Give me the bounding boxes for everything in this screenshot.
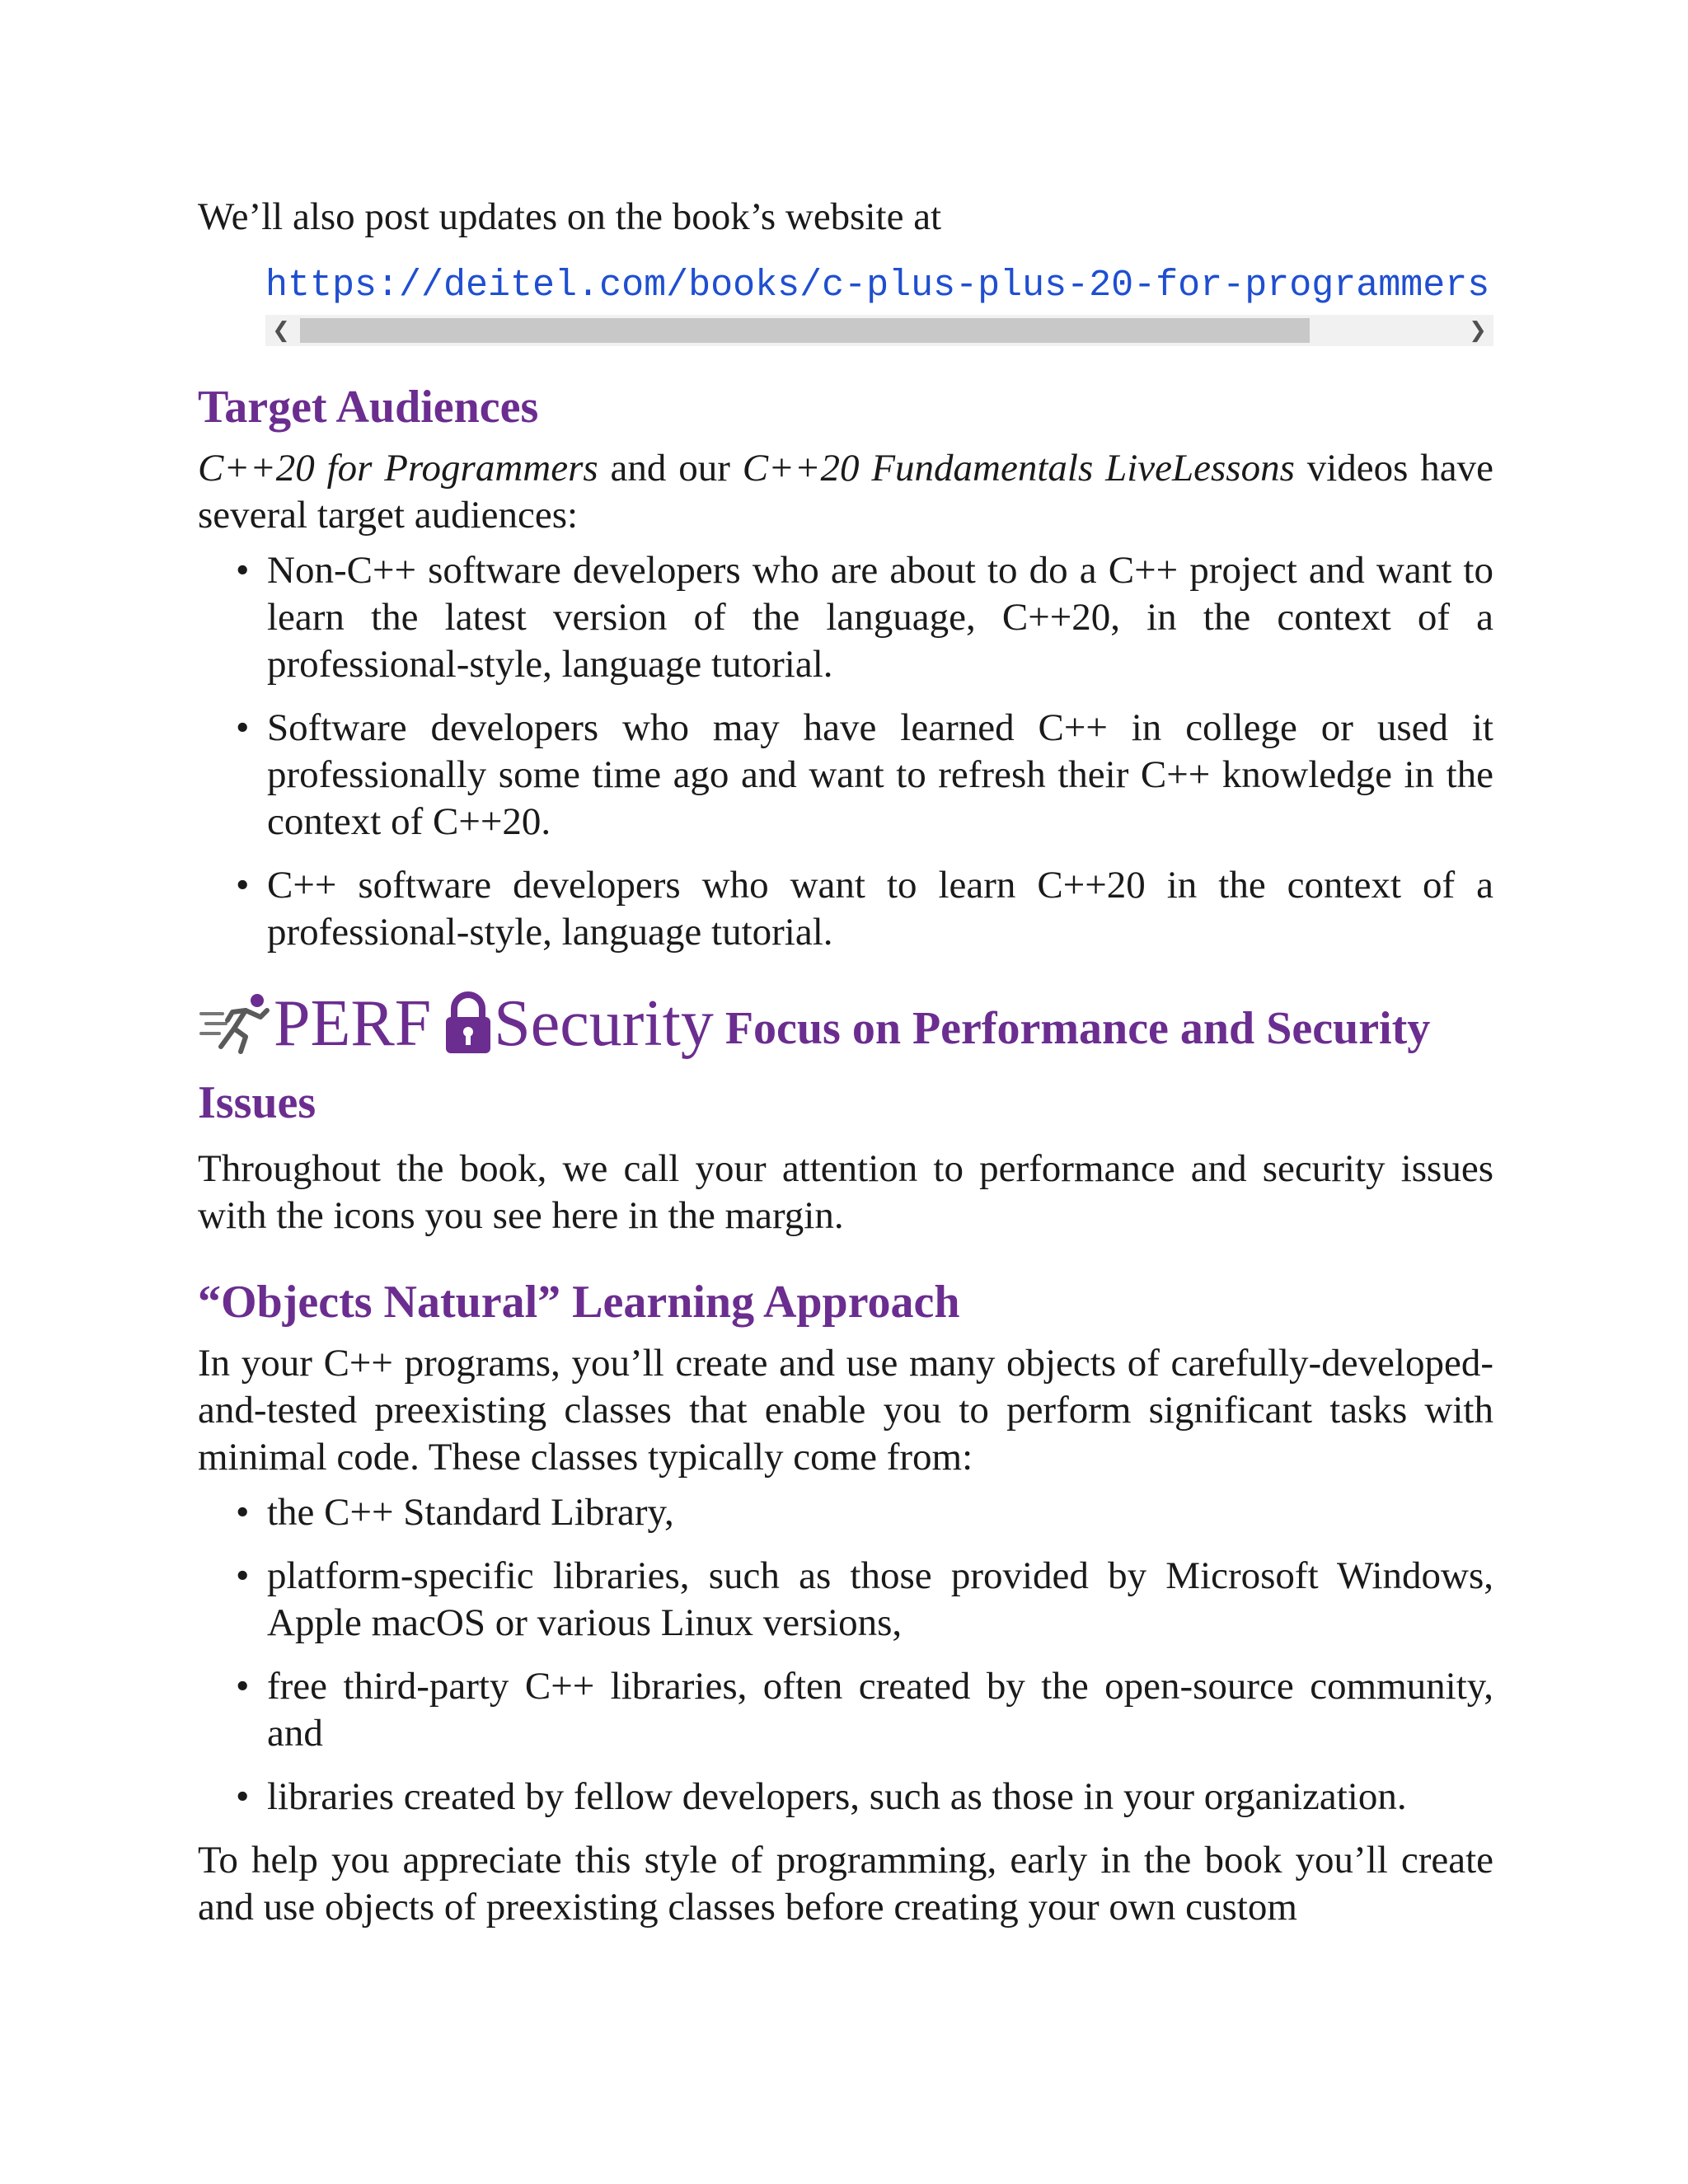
chevron-left-icon[interactable]: ❮ (272, 318, 290, 343)
padlock-icon (443, 989, 494, 1071)
running-person-icon (198, 989, 274, 1071)
list-item: • Non-C++ software developers who are about to do a C++ project and want to learn the latest version of the language, C++20, in the context of a professional-style, language tutorial. (236, 549, 1493, 686)
closing-text: To help you appreciate this style of programming, early in the book you’ll create and use objects of preexisting classes before creating your own custom (198, 1839, 1493, 1929)
book-website-url[interactable]: https://deitel.com/books/c-plus-plus-20-for-programmers (265, 265, 1490, 307)
chevron-right-icon[interactable]: ❯ (1469, 318, 1487, 343)
page-content (198, 194, 1493, 1931)
target-audiences-heading: Target Audiences (198, 382, 539, 433)
video-title: C++20 Fundamentals LiveLessons (742, 447, 1295, 490)
list-item: • C++ software developers who want to learn C++20 in the context of a professional-style, language tutorial. (236, 864, 1493, 954)
target-audiences-intro: C++20 for Programmers and our C++20 Fundamentals LiveLessons videos have several target audiences: (198, 447, 1493, 537)
url-code-block (265, 264, 1493, 346)
horizontal-scrollbar[interactable] (265, 315, 1493, 346)
list-item: • free third-party C++ libraries, often created by the open-source community, and (236, 1665, 1493, 1755)
perf-label: PERF (274, 987, 432, 1060)
perf-security-text: Throughout the book, we call your attention to performance and security issues with the icons you see here in the margin. (198, 1147, 1493, 1237)
objects-natural-text: In your C++ programs, you’ll create and use many objects of carefully-developed-and-tested preexisting classes that enable you to perform significant tasks with minimal code. These classes typically come from: (198, 1342, 1493, 1479)
scrollbar-thumb[interactable] (300, 318, 1310, 343)
list-item: • platform-specific libraries, such as those provided by Microsoft Windows, Apple macOS or various Linux versions, (236, 1554, 1493, 1644)
perf-security-heading (198, 989, 1493, 1134)
audience-list (198, 547, 1493, 956)
book-title: C++20 for Programmers (198, 447, 598, 490)
objects-natural-heading: “Objects Natural” Learning Approach (198, 1277, 960, 1328)
library-sources-list (198, 1489, 1493, 1821)
security-label: Security (494, 987, 714, 1060)
intro-text: We’ll also post updates on the book’s website at (198, 195, 942, 238)
list-item: • the C++ Standard Library, (236, 1491, 674, 1534)
list-item: • Software developers who may have learned C++ in college or used it professionally some time ago and want to refresh their C++ knowledge in the context of C++20. (236, 706, 1493, 843)
list-item: • libraries created by fellow developers, such as those in your organization. (236, 1775, 1407, 1818)
perf-security-title: Focus on Performance and Security Issues (198, 1003, 1431, 1128)
